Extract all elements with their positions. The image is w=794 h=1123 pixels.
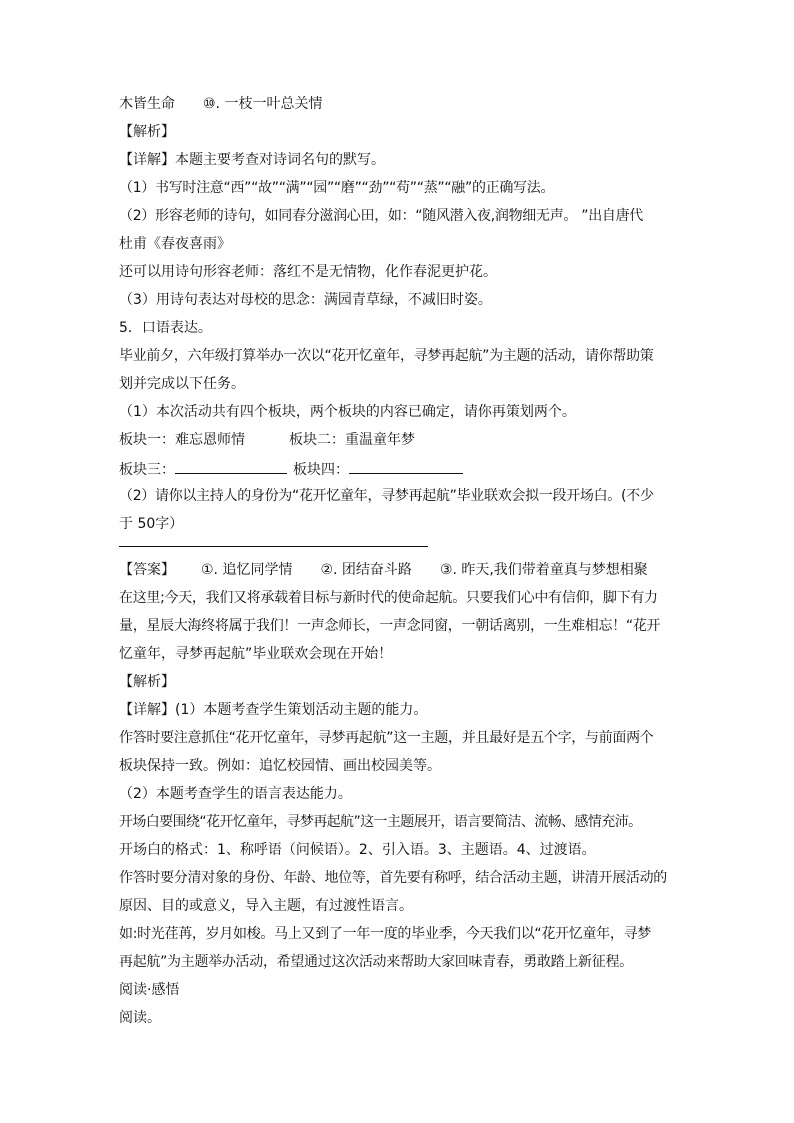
block-2: 板块二：重温童年梦 <box>289 432 415 448</box>
block-3-label: 板块三： <box>119 462 175 478</box>
detail-point-2: （2）形容老师的诗句，如同春分滋润心田，如：“随风潜入夜,润物细无声。 ”出自唐代 <box>119 208 644 224</box>
answer-cont-1: 在这里;今天，我们又将承载着目标与新时代的使命起航。只要我们心中有信仰，脚下有力 <box>119 590 658 606</box>
block-row-1 <box>119 431 679 449</box>
sub-question-2-cont: 于 50字） <box>119 516 184 532</box>
example-line-1: 如:时光荏苒，岁月如梭。马上又到了一年一度的毕业季，今天我们以“花开忆童年，寻梦 <box>119 926 651 942</box>
detail-2-line-2: 板块保持一致。例如：追忆校园情、画出校园美等。 <box>119 758 441 774</box>
analysis-heading: 【解析】 <box>119 124 175 140</box>
answer-line: 【答案】 ①. 追忆同学情 ②. 团结奋斗路 ③. 昨天,我们带着童真与梦想相聚 <box>119 562 648 578</box>
block-4-label: 板块四： <box>293 462 349 478</box>
answer-cont-2: 量，星辰大海终将属于我们！一声念师长，一声念同窗，一朝话离别，一生难相忘！“花开 <box>119 618 661 634</box>
detail-intro: 【详解】本题主要考查对诗词名句的默写。 <box>119 152 385 168</box>
question-5-prompt: 毕业前夕，六年级打算举办一次以“花开忆童年，寻梦再起航”为主题的活动，请你帮助策 <box>119 348 654 364</box>
block-4-blank[interactable] <box>349 459 463 474</box>
detail-point-3: （3）用诗句表达对母校的思念：满园青草绿，不减旧时姿。 <box>119 292 492 308</box>
question-5-title: 5．口语表达。 <box>119 320 212 336</box>
detail-point-1: （1）书写时注意“西”“故”“满”“园”“磨”“劲”“苟”“蒸”“融”的正确写法。 <box>119 180 555 196</box>
sub-question-1: （1）本次活动共有四个板块，两个板块的内容已确定，请你再策划两个。 <box>119 404 576 420</box>
detail-2-line-4: 开场白要围绕“花开忆童年，寻梦再起航”这一主题展开，语言要简洁、流畅、感情充沛。 <box>119 814 642 830</box>
answer-cont-3: 忆童年，寻梦再起航”毕业联欢会现在开始！ <box>119 646 393 662</box>
detail-2-line-5: 开场白的格式：1、称呼语（问候语）。2、引入语。3、主题语。4、过渡语。 <box>119 842 596 858</box>
block-3-blank[interactable] <box>175 459 287 474</box>
detail-2-line-7: 原因、目的或意义，导入主题，有过渡性语言。 <box>119 898 413 914</box>
block-row-2 <box>119 459 679 479</box>
detail-2-line-6: 作答时要分清对象的身份、年龄、地位等，首先要有称呼，结合活动主题，讲清开展活动的 <box>119 870 667 886</box>
answer-heading: 【答案】 <box>119 562 175 578</box>
answer-line-10: 木皆生命 ⑩. 一枝一叶总关情 <box>119 96 323 112</box>
answer-blank-line[interactable] <box>119 546 428 547</box>
sub-question-2: （2）请你以主持人的身份为“花开忆童年，寻梦再起航”毕业联欢会拟一段开场白。(不少 <box>119 488 654 504</box>
detail-2-intro: 【详解】(1）本题考查学生策划活动主题的能力。 <box>119 702 428 718</box>
reading-prompt: 阅读。 <box>119 1010 161 1026</box>
example-line-2: 再起航”为主题举办活动，希望通过这次活动来帮助大家回味青春，勇敢踏上新征程。 <box>119 954 633 970</box>
section-heading-reading: 阅读·感悟 <box>119 982 180 998</box>
detail-point-2-extra: 还可以用诗句形容老师：落红不是无情物，化作春泥更护花。 <box>119 264 497 280</box>
block-1: 板块一：难忘恩师情 <box>119 432 245 448</box>
detail-2-line-1: 作答时要注意抓住“花开忆童年，寻梦再起航”这一主题，并且最好是五个字，与前面两个 <box>119 730 654 746</box>
detail-point-2-source: 杜甫《春夜喜雨》 <box>119 236 231 252</box>
analysis-heading-2: 【解析】 <box>119 674 175 690</box>
detail-2-line-3: （2）本题考查学生的语言表达能力。 <box>119 786 352 802</box>
question-5-prompt-cont: 划并完成以下任务。 <box>119 376 245 392</box>
